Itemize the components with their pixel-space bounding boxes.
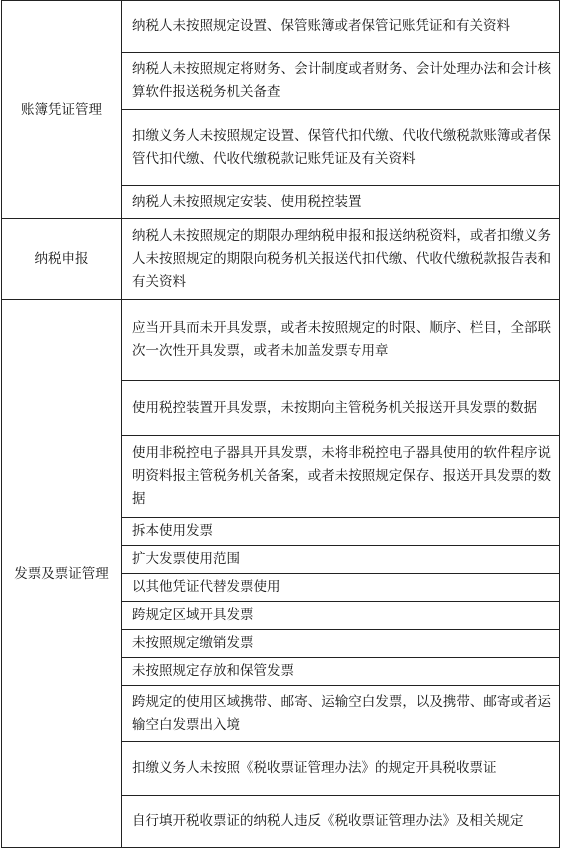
item-cell: 纳税人未按照规定的期限办理纳税申报和报送纳税资料，或者扣缴义务人未按照规定的期限向税务机关报送代扣代缴、代收代缴税款报告表和有关资料 [122,219,560,300]
item-cell: 拆本使用发票 [122,518,560,546]
item-cell: 扣缴义务人未按照《税收票证管理办法》的规定开具税收票证 [122,742,560,796]
violations-table [1,0,560,848]
item-cell: 跨规定区域开具发票 [122,602,560,630]
item-cell: 自行填开税收票证的纳税人违反《税收票证管理办法》及相关规定 [122,796,560,848]
table-row [2,219,560,300]
item-cell: 使用非税控电子器具开具发票，未将非税控电子器具使用的软件程序说明资料报主管税务机关备案，或者未按照规定保存、报送开具发票的数据 [122,436,560,518]
item-cell: 未按照规定存放和保管发票 [122,658,560,686]
category-cell: 账簿凭证管理 [2,1,122,219]
item-cell: 跨规定的使用区域携带、邮寄、运输空白发票，以及携带、邮寄或者运输空白发票出入境 [122,686,560,742]
item-cell: 以其他凭证代替发票使用 [122,574,560,602]
table-row [2,300,560,381]
item-cell: 纳税人未按照规定设置、保管账簿或者保管记账凭证和有关资料 [122,1,560,53]
item-cell: 纳税人未按照规定安装、使用税控装置 [122,186,560,219]
item-cell: 使用税控装置开具发票，未按期向主管税务机关报送开具发票的数据 [122,381,560,436]
table-row [2,1,560,53]
item-cell: 未按照规定缴销发票 [122,630,560,658]
category-cell: 发票及票证管理 [2,300,122,848]
item-cell: 纳税人未按照规定将财务、会计制度或者财务、会计处理办法和会计核算软件报送税务机关备查 [122,53,560,110]
item-cell: 应当开具而未开具发票，或者未按照规定的时限、顺序、栏目，全部联次一次性开具发票，或者未加盖发票专用章 [122,300,560,381]
category-cell: 纳税申报 [2,219,122,300]
item-cell: 扩大发票使用范围 [122,546,560,574]
item-cell: 扣缴义务人未按照规定设置、保管代扣代缴、代收代缴税款账簿或者保管代扣代缴、代收代缴税款记账凭证及有关资料 [122,110,560,186]
